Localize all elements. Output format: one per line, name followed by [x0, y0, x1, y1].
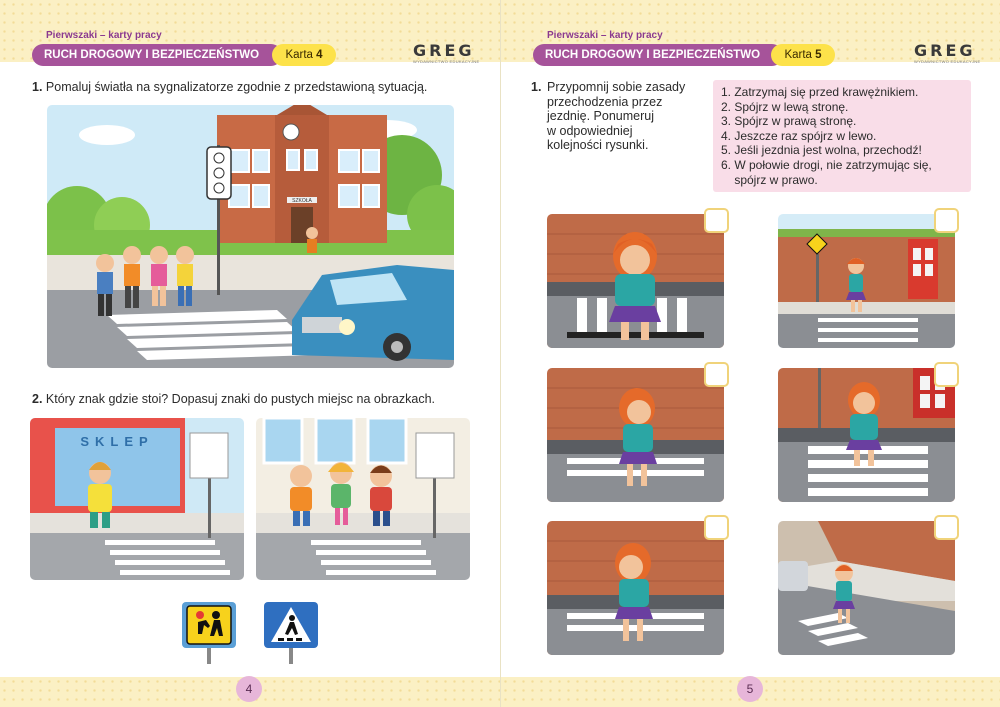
school-crossing-illustration: [47, 105, 454, 368]
rule-item: 2. Spójrz w lewą stronę.: [721, 99, 849, 114]
task-1: [531, 80, 701, 153]
picture-frame-3: [547, 368, 724, 502]
rule-item: 3. Spójrz w prawą stronę.: [721, 114, 857, 129]
picture-frame-6: [778, 521, 955, 655]
number-box-2[interactable]: [934, 208, 959, 233]
task-line: w odpowiedniej: [547, 123, 633, 138]
rule-item: 6. W połowie drogi, nie zatrzymując się,: [721, 157, 932, 172]
publisher-logo: GREG: [914, 41, 976, 60]
number-box-6[interactable]: [934, 515, 959, 540]
number-box-1[interactable]: [704, 208, 729, 233]
rule-item: spójrz w prawo.: [721, 172, 818, 187]
card-pill: [771, 44, 835, 66]
task-number: 2.: [32, 392, 43, 406]
task-line: kolejności rysunki.: [547, 138, 649, 152]
publisher-logo: GREG: [413, 41, 475, 60]
task-line: jezdnię. Ponumeruj: [547, 109, 655, 123]
publisher-tagline: WYDAWNICTWO EDUKACYJNE: [914, 59, 981, 64]
chapter-banner: RUCH DROGOWY I BEZPIECZEŃSTWO: [533, 44, 783, 66]
card-number: 4: [316, 49, 323, 61]
task-line: Przypomnij sobie zasady: [547, 80, 686, 94]
series-label: Pierwszaki – karty pracy: [547, 30, 663, 41]
kids-crossing-illustration: [256, 418, 470, 580]
rule-item: 5. Jeśli jezdnia jest wolna, przechodź!: [721, 143, 922, 158]
rule-item: 1. Zatrzymaj się przed krawężnikiem.: [721, 85, 919, 99]
card-label: Karta: [285, 49, 313, 61]
picture-frame-2: [778, 214, 955, 348]
shop-sign-text: SKLEP: [80, 434, 154, 449]
shop-crossing-illustration: [30, 418, 244, 580]
number-box-4[interactable]: [934, 362, 959, 387]
task-2: [32, 392, 472, 407]
number-box-5[interactable]: [704, 515, 729, 540]
picture-frame-1: [547, 214, 724, 348]
task-line: przechodzenia przez: [547, 94, 663, 109]
page-number: 4: [236, 676, 262, 702]
task-text: Który znak gdzie stoi? Dopasuj znaki do pustych miejsc na obrazkach.: [45, 392, 436, 406]
rule-item: 4. Jeszcze raz spójrz w lewo.: [721, 128, 877, 143]
children-warning-sign[interactable]: [176, 598, 242, 664]
series-label: Pierwszaki – karty pracy: [46, 30, 162, 41]
publisher-tagline: WYDAWNICTWO EDUKACYJNE: [413, 59, 480, 64]
task-1: [32, 80, 472, 95]
card-number: 5: [815, 49, 822, 61]
task-number: 1.: [531, 80, 542, 94]
pedestrian-crossing-sign[interactable]: [258, 598, 324, 664]
school-sign-text: SZKOŁA: [292, 198, 312, 204]
picture-frame-4: [778, 368, 955, 502]
crossing-rules-box: [713, 80, 971, 192]
card-label: Karta: [784, 49, 812, 61]
chapter-banner: RUCH DROGOWY I BEZPIECZEŃSTWO: [32, 44, 282, 66]
page-number: 5: [737, 676, 763, 702]
task-text: Pomaluj światła na sygnalizatorze zgodnie z przedstawioną sytuacją.: [45, 80, 428, 94]
task-number: 1.: [32, 80, 43, 94]
number-box-3[interactable]: [704, 362, 729, 387]
picture-frame-5: [547, 521, 724, 655]
task-text: [547, 80, 701, 153]
card-pill: [272, 44, 336, 66]
right-page: [500, 0, 1000, 707]
